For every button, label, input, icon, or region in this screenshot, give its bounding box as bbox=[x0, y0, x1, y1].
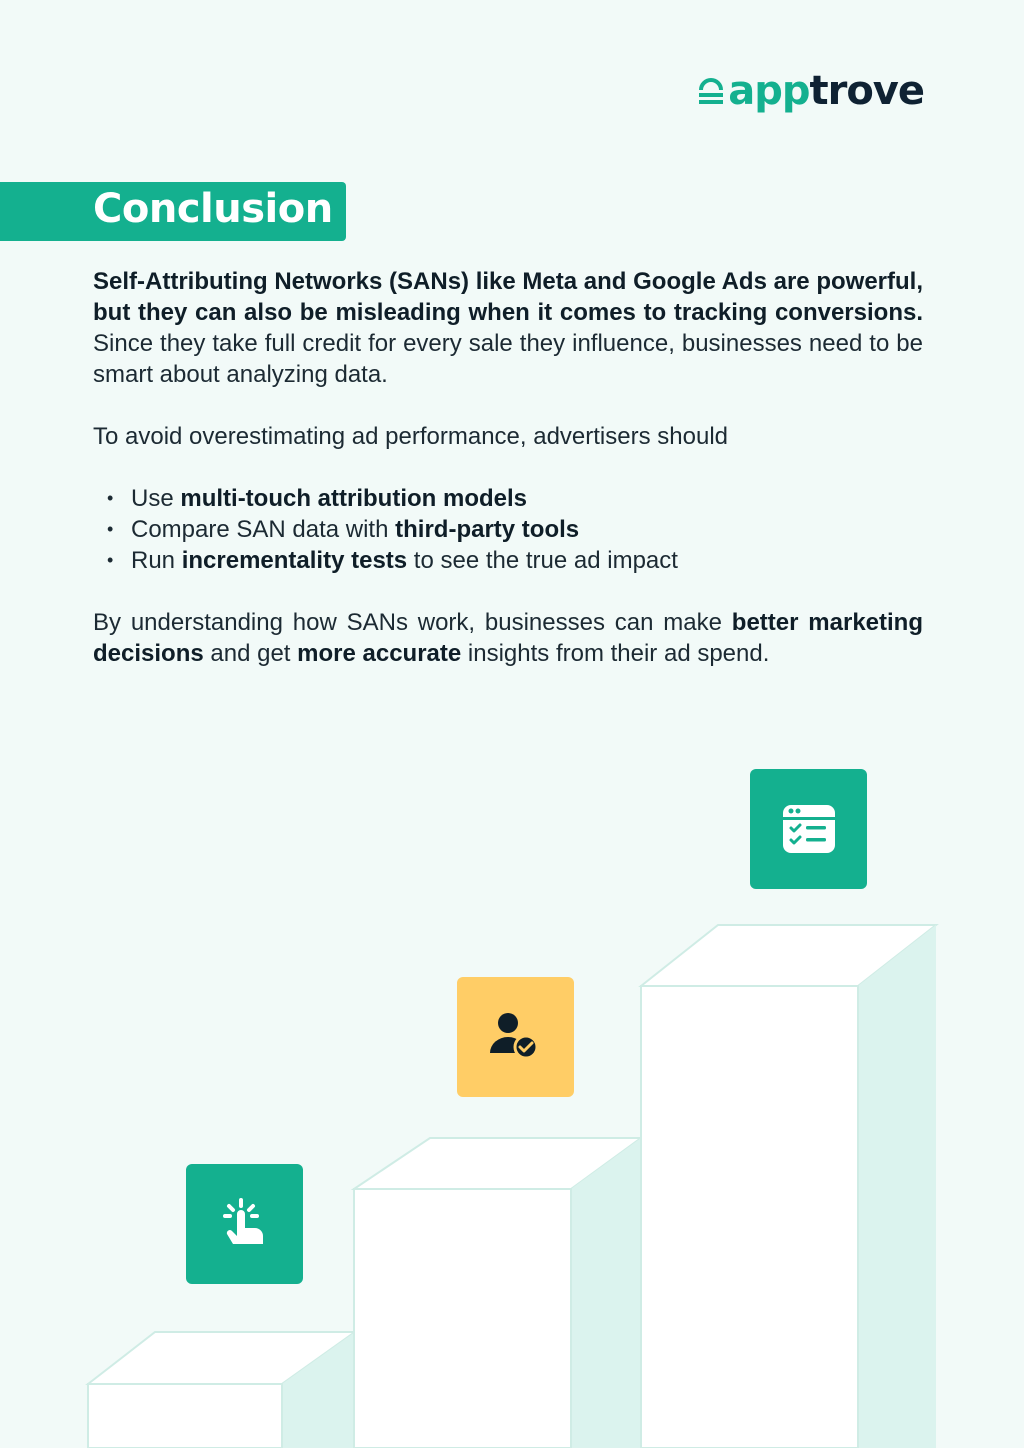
user-check-icon bbox=[486, 1007, 546, 1067]
intro-paragraph bbox=[93, 266, 923, 390]
tile-checklist bbox=[750, 769, 867, 889]
brand-logo bbox=[698, 68, 924, 114]
conclusion-content bbox=[93, 266, 923, 669]
brand-name-suffix: trove bbox=[809, 68, 924, 114]
tile-tap bbox=[186, 1164, 303, 1284]
lead-paragraph: To avoid overestimating ad performance, advertisers should bbox=[93, 423, 728, 450]
intro-rest: Since they take full credit for every sale they influence, businesses need to be smart about analyzing data. bbox=[93, 330, 923, 388]
page-title: Conclusion bbox=[93, 186, 333, 232]
heading-band bbox=[0, 182, 346, 241]
step-2 bbox=[354, 1138, 641, 1448]
browser-checklist-icon bbox=[779, 799, 839, 859]
closing-paragraph: By understanding how SANs work, businesses can make better marketing decisions and get more accurate insights from their ad spend. bbox=[93, 609, 923, 667]
list-item: • Use multi-touch attribution models bbox=[107, 483, 923, 514]
tile-user bbox=[457, 977, 574, 1097]
intro-bold: Self-Attributing Networks (SANs) like Meta and Google Ads are powerful, but they can also be misleading when it comes to tracking conversions. bbox=[93, 268, 923, 326]
apptrove-mark-icon bbox=[698, 76, 724, 106]
tap-hand-icon bbox=[215, 1194, 275, 1254]
list-item: • Run incrementality tests to see the true ad impact bbox=[107, 545, 923, 576]
list-item: • Compare SAN data with third-party tools bbox=[107, 514, 923, 545]
recommendation-list bbox=[93, 483, 923, 576]
step-3 bbox=[641, 925, 936, 1448]
brand-name-prefix: app bbox=[728, 68, 810, 114]
step-1 bbox=[88, 1332, 355, 1448]
